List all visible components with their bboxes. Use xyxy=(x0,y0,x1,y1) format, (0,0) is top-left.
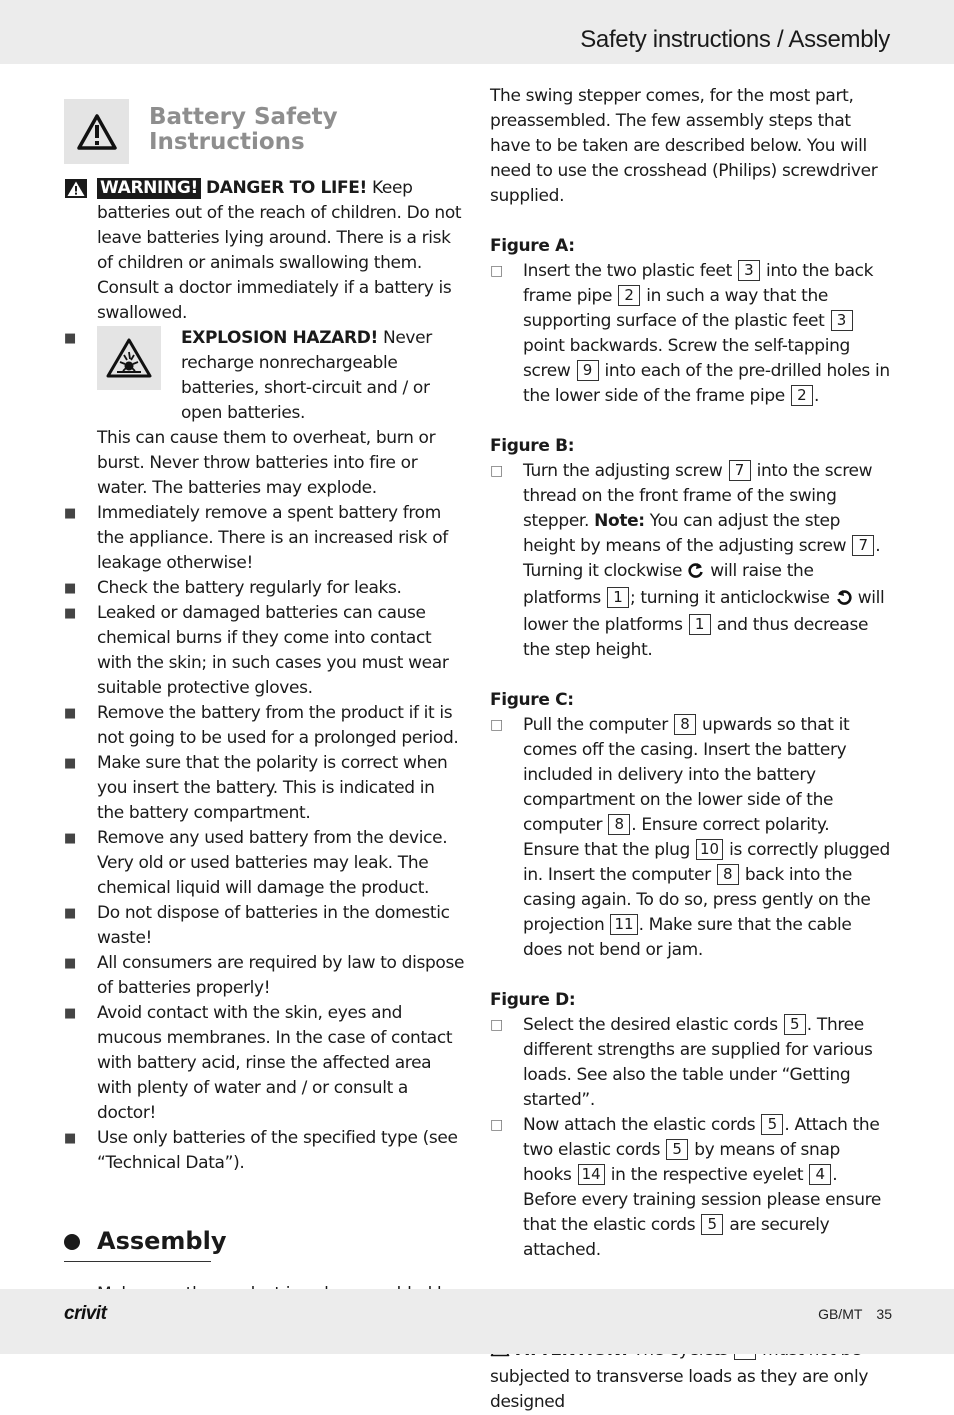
checkbox-bullet-icon: □ xyxy=(490,1017,503,1033)
part-reference: 8 xyxy=(608,814,630,835)
figure-c-step: □ Pull the computer 8 upwards so that it comes off the casing. Insert the battery included in delivery into the battery compartment on the lower side of the computer 8 . Ensure correct polarity. Ensure that the plug 10 is correctly plugged in. Insert the computer 8 back into the casing again. To do so, press gently on the projection 11 . Make sure that the cable does not bend or jam. xyxy=(490,713,892,963)
bullet-icon: ■ xyxy=(64,906,76,921)
right-column xyxy=(490,84,892,1415)
part-reference: 8 xyxy=(674,714,696,735)
bullet-icon: ■ xyxy=(64,1131,76,1146)
figure-c-label: Figure C: xyxy=(490,690,574,710)
part-reference: 5 xyxy=(701,1214,723,1235)
part-reference: 3 xyxy=(738,260,760,281)
list-item: ■ Do not dispose of batteries in the domestic waste! xyxy=(64,903,450,948)
part-reference: 4 xyxy=(809,1164,831,1185)
locale-label: GB/MT xyxy=(818,1306,863,1322)
left-column xyxy=(64,84,466,1332)
part-reference: 7 xyxy=(852,535,874,556)
warning-badge: WARNING! xyxy=(97,178,201,199)
page-title: Safety instructions / Assembly xyxy=(580,26,890,53)
figure-d-step: □ Now attach the elastic cords 5 . Attach the two elastic cords 5 by means of snap hooks 14 in the respective eyelet 4 . Before every training session please ensure that the elastic cords 5 are securely attached. xyxy=(490,1115,882,1260)
part-reference: 5 xyxy=(666,1139,688,1160)
list-item: ■ Check the battery regularly for leaks. xyxy=(64,576,466,601)
battery-section-title: Battery Safety Instructions xyxy=(149,104,338,155)
part-reference: 14 xyxy=(578,1164,605,1185)
list-item: ■ Immediately remove a spent battery from the appliance. There is an increased risk of leakage otherwise! xyxy=(64,503,448,573)
bullet-icon: ■ xyxy=(64,831,76,846)
bullet-icon: ■ xyxy=(64,956,76,971)
warning-small-icon xyxy=(65,179,87,206)
part-reference: 10 xyxy=(696,839,723,860)
part-reference: 8 xyxy=(717,864,739,885)
part-reference: 5 xyxy=(761,1114,783,1135)
page-footer xyxy=(0,1289,954,1354)
section-dot-icon xyxy=(64,1234,80,1250)
checkbox-bullet-icon: □ xyxy=(490,263,503,279)
part-reference: 9 xyxy=(577,360,599,381)
explosion-item xyxy=(64,326,466,501)
attention-paragraph: subjected to transverse loads as they are only designed xyxy=(490,1338,892,1415)
figure-a-label: Figure A: xyxy=(490,236,575,256)
assembly-section-header xyxy=(64,1226,466,1282)
list-item: ■ Make sure that the polarity is correct when you insert the battery. This is indicated in the battery compartment. xyxy=(64,753,448,823)
list-item: ■ Remove any used battery from the device. Very old or used batteries may leak. The chemical liquid will damage the product. xyxy=(64,828,448,898)
note-label: Note: xyxy=(594,511,645,531)
danger-item xyxy=(64,176,466,326)
warning-triangle-icon xyxy=(64,99,129,164)
danger-label: DANGER TO LIFE! xyxy=(205,178,367,198)
figure-d-label: Figure D: xyxy=(490,990,576,1010)
part-reference: 2 xyxy=(618,285,640,306)
bullet-icon: ■ xyxy=(64,506,76,521)
bullet-icon: ■ xyxy=(64,331,76,346)
checkbox-bullet-icon: □ xyxy=(490,717,503,733)
figure-c-continuation: Ensure that the plug 10 is correctly plugged in. Insert the computer 8 back into the casing again. To do so, press gently on the projection 11 . Make sure that the cable does not bend or jam. xyxy=(523,840,890,960)
page-header xyxy=(0,0,954,64)
danger-text: Keep batteries out of the reach of children. Do not leave batteries lying around. There is a risk of children or animals swallowing them. Consult a doctor immediately if a battery is swallowed. xyxy=(97,178,462,323)
explosion-text: Never recharge nonrechargeable batteries, short-circuit and / or open batteries. xyxy=(181,328,432,423)
explosion-text-block xyxy=(181,326,466,426)
explosion-continuation: This can cause them to overheat, burn or burst. Never throw batteries into fire or water. The batteries may explode. xyxy=(97,428,436,498)
list-item: ■ All consumers are required by law to dispose of batteries properly! xyxy=(64,953,465,998)
bullet-icon: ■ xyxy=(64,756,76,771)
part-reference: 5 xyxy=(784,1014,806,1035)
part-reference: 1 xyxy=(689,614,711,635)
part-reference: 2 xyxy=(791,385,813,406)
list-item: ■ Remove the battery from the product if it is not going to be used for a prolonged period. xyxy=(64,703,459,748)
checkbox-bullet-icon: □ xyxy=(490,1117,503,1133)
brand-logo: crivit xyxy=(64,1303,107,1324)
list-item: ■ Avoid contact with the skin, eyes and mucous membranes. In the case of contact with battery acid, rinse the affected area with plenty of water and / or consult a doctor! xyxy=(64,1003,453,1123)
page-number: 35 xyxy=(876,1306,892,1322)
part-reference: 11 xyxy=(610,914,637,935)
part-reference: 3 xyxy=(831,310,853,331)
bullet-icon: ■ xyxy=(64,706,76,721)
figure-b-label: Figure B: xyxy=(490,436,575,456)
anticlockwise-arrow-icon xyxy=(836,588,852,613)
spacer xyxy=(490,1263,892,1288)
list-item: ■ Leaked or damaged batteries can cause chemical burns if they come into contact with the skin; in such cases you must wear suitable protective gloves. xyxy=(64,603,449,698)
checkbox-bullet-icon: □ xyxy=(490,463,503,479)
intro-paragraph: The swing stepper comes, for the most part, preassembled. The few assembly steps that have to be taken are described below. You will need to use the crosshead (Philips) screwdriver supplied. xyxy=(490,86,878,206)
part-reference: 7 xyxy=(729,460,751,481)
title-underline xyxy=(64,1261,211,1262)
clockwise-arrow-icon xyxy=(688,561,704,586)
explosion-label: EXPLOSION HAZARD! xyxy=(181,328,378,348)
footer-meta xyxy=(818,1306,892,1322)
figure-b-step: □ Turn the adjusting screw 7 into the screw thread on the front frame of the swing stepper. Note: You can adjust the step height by means of the adjusting screw 7 . Turning it clockwise will raise the platforms 1 ; turning it anticlockwise will lower the platforms 1 and thus decrease the step height. xyxy=(490,461,885,660)
explosion-hazard-icon xyxy=(97,326,161,390)
part-reference: 1 xyxy=(607,587,629,608)
assembly-title: Assembly xyxy=(97,1227,227,1255)
battery-section-header xyxy=(64,84,466,176)
list-item: ■ Use only batteries of the specified type (see “Technical Data”). xyxy=(64,1128,458,1173)
bullet-icon: ■ xyxy=(64,581,76,596)
bullet-icon: ■ xyxy=(64,606,76,621)
figure-d-step: □ Select the desired elastic cords 5 . Three different strengths are supplied for various loads. See also the table under “Getting started”. xyxy=(490,1015,873,1110)
bullet-icon: ■ xyxy=(64,1006,76,1021)
figure-a-step: □ Insert the two plastic feet 3 into the back frame pipe 2 in such a way that the supporting surface of the plastic feet 3 point backwards. Screw the self-tapping screw 9 into each of the pre-drilled holes in the lower side of the frame pipe 2 . xyxy=(490,261,890,406)
